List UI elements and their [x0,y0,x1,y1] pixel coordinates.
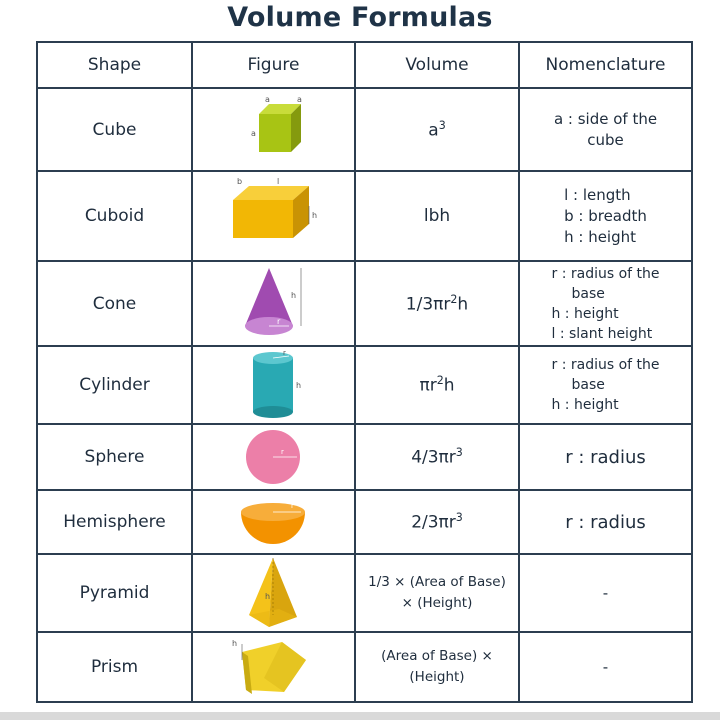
header-figure: Figure [192,42,355,88]
shape-name: Cylinder [37,346,192,424]
table-row [37,554,692,632]
volume-formula: lbh [355,171,519,261]
table-row [37,171,692,261]
nomenclature: r : radius [519,424,692,490]
prism-label-h: h [231,639,237,648]
shape-name: Pyramid [37,554,192,632]
header-row [37,42,692,88]
pyramid-figure [192,554,355,632]
nomenclature: r : radius [519,490,692,554]
nomenclature: r : radius of the base h : height [519,346,692,424]
volume-formula: $1/3\pi r^2h$ [355,261,519,346]
prism-figure [192,632,355,702]
volume-formula: (Area of Base) × (Height) [355,632,519,702]
header-nomenclature: Nomenclature [519,42,692,88]
volume-formula: $2/3\pi r^3$ [355,490,519,554]
cuboid-figure [192,171,355,261]
hemisphere-label-r: r [290,502,294,510]
header-shape: Shape [37,42,192,88]
nomenclature: a : side of the cube [519,88,692,171]
shape-name: Cube [37,88,192,171]
cube-label-a3: a [250,128,256,138]
cube-label-a1: a [264,94,270,104]
cylinder-figure [192,346,355,424]
table-row [37,88,692,171]
sphere-figure [192,424,355,490]
cuboid-label-h: h [311,211,317,220]
shape-name: Sphere [37,424,192,490]
nomenclature: l : length b : breadth h : height [519,171,692,261]
nomenclature: - [519,554,692,632]
volume-formula: $a^3$ [355,88,519,171]
volume-formula: 1/3 × (Area of Base) × (Height) [355,554,519,632]
pyramid-label-h: h [264,592,270,601]
shape-name: Prism [37,632,192,702]
hemisphere-figure [192,490,355,554]
cone-label-h: h [290,290,296,300]
cone-label-r: r [276,316,280,326]
volume-formulas-table [36,41,693,703]
cylinder-label-r: r [282,349,286,357]
cone-figure [192,261,355,346]
nomenclature: - [519,632,692,702]
volume-formula: $\pi r^2h$ [355,346,519,424]
shape-name: Cone [37,261,192,346]
page-title: Volume Formulas [227,2,493,33]
cuboid-label-b: b [236,177,242,186]
shape-name: Hemisphere [37,490,192,554]
cuboid-label-l: l [276,177,279,186]
cube-figure [192,88,355,171]
header-volume: Volume [355,42,519,88]
bottom-bar [0,712,720,720]
cylinder-label-h: h [295,381,301,390]
table-row [37,490,692,554]
table-row [37,424,692,490]
volume-formula: $4/3\pi r^3$ [355,424,519,490]
cube-label-a2: a [296,94,302,104]
sphere-label-r: r [280,448,284,456]
table-row [37,632,692,702]
nomenclature: r : radius of the base h : height l : slant height [519,261,692,346]
table-row [37,346,692,424]
table-row [37,261,692,346]
shape-name: Cuboid [37,171,192,261]
